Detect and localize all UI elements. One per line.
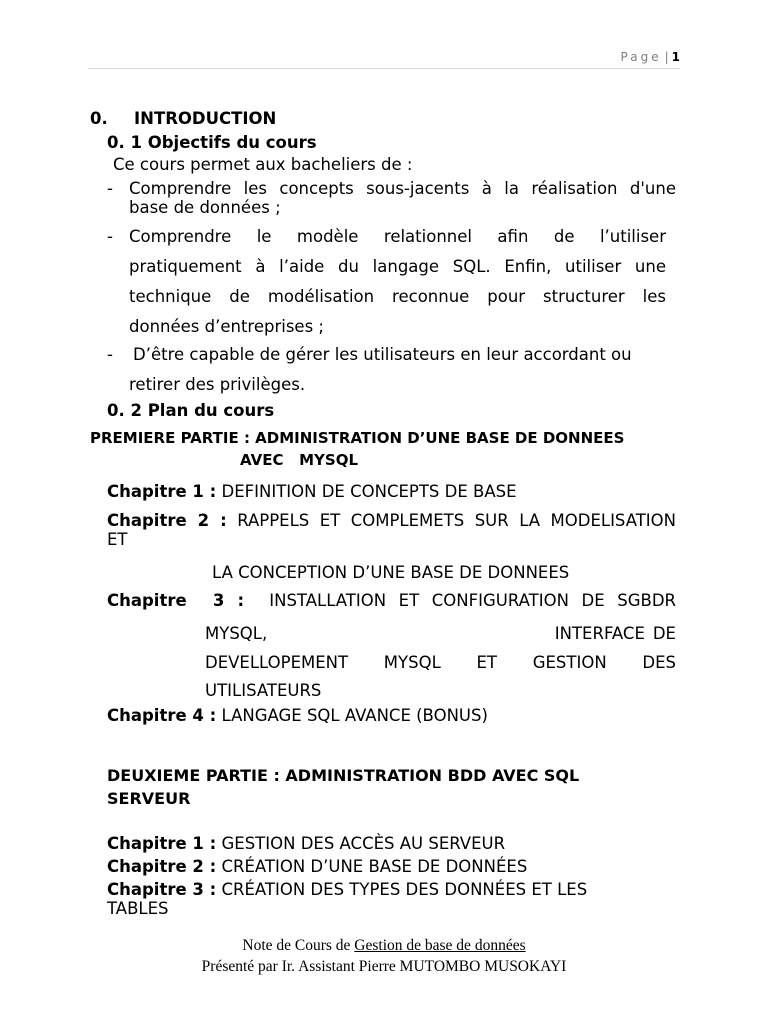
chapter-label: Chapitre 3 : (107, 880, 217, 899)
chapter-wrap: TABLES (107, 899, 169, 918)
chapter-line (107, 880, 587, 918)
chapter-line (107, 591, 676, 610)
intro-title: INTRODUCTION (134, 109, 277, 128)
footer-prefix: Note de Cours de (242, 937, 355, 954)
bullet-line: D’être capable de gérer les utilisateurs en leur accordant ou (133, 345, 632, 364)
chapter-text: DEFINITION DE CONCEPTS DE BASE (221, 482, 517, 501)
chapter-line (107, 482, 517, 501)
objectives-lead: Ce cours permet aux bacheliers de : (113, 155, 413, 174)
chapter-label: Chapitre 4 : (107, 706, 217, 725)
footer-course-title: Gestion de base de données (354, 937, 526, 954)
chapter-text: GESTION DES ACCÈS AU SERVEUR (221, 834, 506, 853)
bullet-line: technique de modélisation reconnue pour structurer les (129, 287, 666, 306)
objectives-heading: 0. 1 Objectifs du cours (107, 133, 317, 152)
part2-title-line2: SERVEUR (107, 789, 191, 808)
bullet-item: - Comprendre les concepts sous-jacents à la réalisation d'une base de données ; (107, 179, 676, 217)
chapter-label: Chapitre 2 : (107, 511, 227, 530)
page-separator: | (664, 50, 669, 64)
chapter-cont-line: DEVELLOPEMENT MYSQL ET GESTION DES (205, 652, 676, 672)
chapter-continuation (205, 620, 676, 706)
page-number: 1 (671, 50, 680, 64)
bullet-line: données d’entreprises ; (129, 317, 324, 336)
chapter-label: Chapitre 1 : (107, 482, 217, 501)
chapter-continuation: LA CONCEPTION D’UNE BASE DE DONNEES (212, 563, 570, 582)
part1-title-line2: AVEC MYSQL (240, 451, 359, 469)
chapter-text: RAPPELS ET COMPLEMETS SUR LA MODELISATION (237, 511, 676, 530)
chapter-text: CRÉATION DES TYPES DES DONNÉES ET LES (221, 880, 588, 899)
part1-title-line1: PREMIERE PARTIE : ADMINISTRATION D’UNE BASE DE DONNEES (90, 429, 625, 447)
page-number-header (621, 50, 680, 64)
footer-line2: Présenté par Ir. Assistant Pierre MUTOMBO MUSOKAYI (201, 958, 567, 975)
page-word: Page (620, 50, 662, 64)
bullet-item: - Comprendre le modèle relationnel afin de l’utiliser pratiquement à l’aide du langage SQL. Enfin, utiliser une technique de modélisation reconnue pour structurer les données d’entreprises ; (129, 222, 666, 342)
header-rule (88, 68, 680, 69)
bullet-line: retirer des privilèges. (129, 375, 306, 394)
bullet-line: Comprendre les concepts sous-jacents à la réalisation d'une (129, 179, 676, 198)
part2-title-line1: DEUXIEME PARTIE : ADMINISTRATION BDD AVEC SQL (107, 766, 580, 785)
intro-heading (90, 109, 276, 128)
bullet-item: - D’être capable de gérer les utilisateurs en leur accordant ou retirer des privilèges. (129, 340, 679, 400)
chapter-wrap: ET (107, 530, 128, 549)
plan-heading: 0. 2 Plan du cours (107, 401, 275, 420)
chapter-label: Chapitre 3 : (107, 591, 245, 610)
chapter-text: INSTALLATION ET CONFIGURATION DE SGBDR (269, 591, 676, 610)
footer-line1 (0, 937, 768, 955)
chapter-text: CRÉATION D’UNE BASE DE DONNÉES (221, 857, 528, 876)
chapter-cont-line: MYSQL, INTERFACE DE (205, 624, 676, 643)
bullet-line: pratiquement à l’aide du langage SQL. Enfin, utiliser une (129, 257, 666, 276)
chapter-label: Chapitre 2 : (107, 857, 217, 876)
chapter-line (107, 857, 527, 876)
chapter-line (107, 834, 505, 853)
bullet-line: base de données ; (129, 198, 281, 217)
chapter-cont-line: UTILISATEURS (205, 681, 322, 701)
intro-number: 0. (90, 109, 108, 128)
chapter-label: Chapitre 1 : (107, 834, 217, 853)
bullet-line: Comprendre le modèle relationnel afin de l’utiliser (129, 227, 666, 246)
chapter-text: LANGAGE SQL AVANCE (BONUS) (221, 706, 488, 725)
chapter-line (107, 706, 488, 725)
chapter-line (107, 511, 676, 549)
